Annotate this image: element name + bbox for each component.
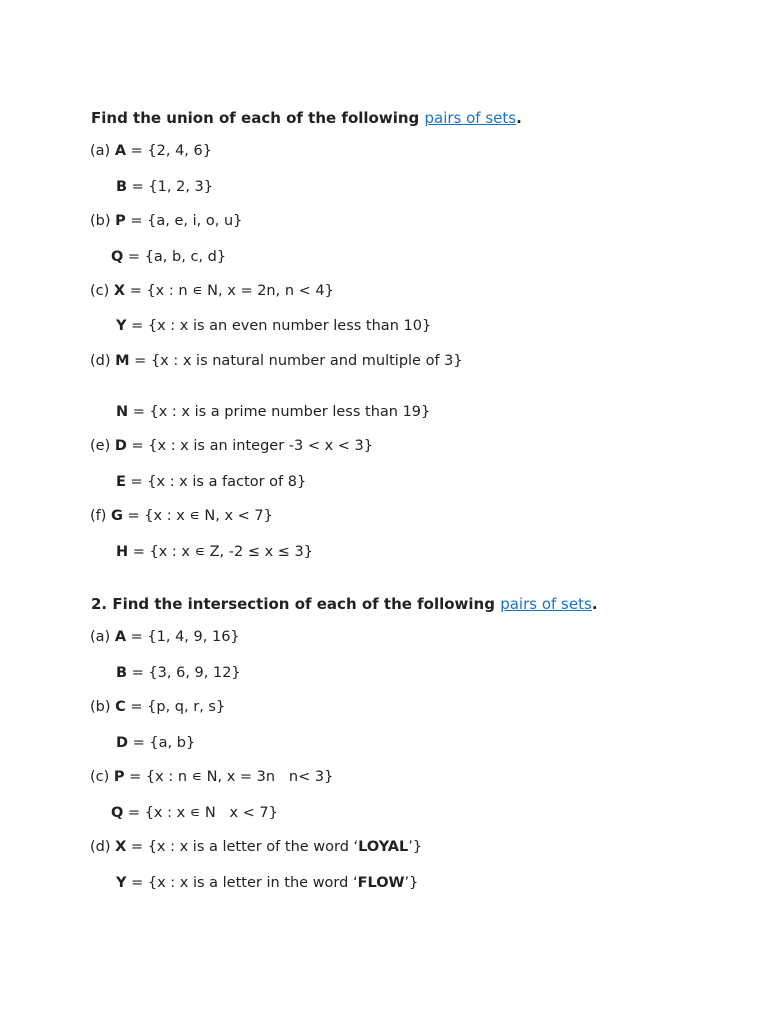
intersection-item-b-line1: [90, 697, 225, 717]
item-label: (f): [90, 508, 112, 524]
intersection-item-d-line1: [90, 837, 422, 857]
section2-heading-text: 2. Find the intersection of each of the following: [91, 595, 501, 613]
set-closing: ’}: [404, 875, 419, 891]
set-name: P: [113, 769, 125, 785]
section1-heading-text: Find the union of each of the following: [91, 109, 425, 127]
set-definition: = {x : x is a letter in the word ‘: [126, 875, 358, 891]
set-definition: = {a, b}: [128, 735, 196, 751]
section1-heading-period: .: [516, 109, 522, 127]
union-item-c-line2: [116, 316, 431, 336]
set-definition: = {x : n ∊ N, x = 3n n< 3}: [124, 769, 334, 785]
set-definition: = {p, q, r, s}: [125, 699, 226, 715]
set-definition: = {x : n ∊ N, x = 2n, n < 4}: [125, 283, 334, 299]
set-name: Q: [111, 249, 124, 265]
set-definition: = {x : x is a factor of 8}: [125, 474, 307, 490]
item-label: (a): [90, 629, 115, 645]
set-definition: = {a, e, i, o, u}: [125, 213, 243, 229]
union-item-b-line1: [90, 211, 242, 231]
section2-heading: [91, 594, 598, 614]
set-name: B: [116, 179, 128, 195]
item-label: (d): [90, 353, 116, 369]
set-name: E: [116, 474, 126, 490]
item-label: (b): [90, 699, 116, 715]
union-item-d-line2: [116, 402, 430, 422]
set-name: G: [111, 508, 123, 524]
set-name: X: [115, 839, 127, 855]
set-name: B: [116, 665, 128, 681]
union-item-a-line1: [90, 141, 212, 161]
union-item-e-line1: [90, 436, 373, 456]
set-definition: = {x : x is a letter of the word ‘: [126, 839, 359, 855]
item-label: (b): [90, 213, 116, 229]
set-definition: = {x : x is an integer -3 < x < 3}: [126, 438, 373, 454]
set-definition: = {x : x is natural number and multiple of 3}: [129, 353, 463, 369]
intersection-item-c-line2: [111, 803, 278, 823]
word-flow: FLOW: [357, 875, 405, 891]
set-definition: = {1, 2, 3}: [127, 179, 213, 195]
set-definition: = {x : x ∊ Z, -2 ≤ x ≤ 3}: [128, 544, 314, 560]
set-name: X: [113, 283, 126, 299]
item-label: (d): [90, 839, 116, 855]
set-name: Y: [116, 318, 127, 334]
set-name: M: [115, 353, 130, 369]
set-name: D: [116, 735, 129, 751]
union-item-f-line2: [116, 542, 313, 562]
item-label: (c): [90, 769, 114, 785]
set-name: Q: [111, 805, 124, 821]
set-definition: = {x : x ∊ N x < 7}: [123, 805, 278, 821]
section1-heading: [91, 108, 522, 128]
set-name: C: [115, 699, 126, 715]
set-definition: = {x : x ∊ N, x < 7}: [122, 508, 273, 524]
intersection-item-a-line2: [116, 663, 241, 683]
set-name: H: [116, 544, 129, 560]
intersection-item-d-line2: [116, 873, 418, 893]
set-closing: ’}: [408, 839, 423, 855]
set-name: P: [115, 213, 126, 229]
union-item-c-line1: [90, 281, 334, 301]
set-definition: = {3, 6, 9, 12}: [127, 665, 241, 681]
union-item-e-line2: [116, 472, 306, 492]
set-definition: = {x : x is a prime number less than 19}: [128, 404, 431, 420]
section2-heading-period: .: [591, 595, 598, 613]
intersection-item-c-line1: [90, 767, 333, 787]
set-definition: = {x : x is an even number less than 10}: [126, 318, 432, 334]
set-definition: = {a, b, c, d}: [123, 249, 227, 265]
set-name: D: [114, 438, 127, 454]
set-name: Y: [116, 875, 127, 891]
union-item-b-line2: [111, 247, 226, 267]
set-definition: = {1, 4, 9, 16}: [126, 629, 240, 645]
item-label: (a): [90, 143, 115, 159]
set-name: A: [114, 629, 127, 645]
union-item-a-line2: [116, 177, 213, 197]
intersection-item-b-line2: [116, 733, 195, 753]
item-label: (e): [90, 438, 115, 454]
set-definition: = {2, 4, 6}: [126, 143, 212, 159]
item-label: (c): [90, 283, 114, 299]
word-loyal: LOYAL: [358, 839, 409, 855]
section2-pairs-of-sets-link[interactable]: pairs of sets: [500, 595, 592, 613]
intersection-item-a-line1: [90, 627, 240, 647]
set-name: A: [114, 143, 127, 159]
union-item-f-line1: [90, 506, 273, 526]
set-name: N: [116, 404, 129, 420]
section1-pairs-of-sets-link[interactable]: pairs of sets: [424, 109, 517, 127]
union-item-d-line1: [90, 351, 463, 371]
